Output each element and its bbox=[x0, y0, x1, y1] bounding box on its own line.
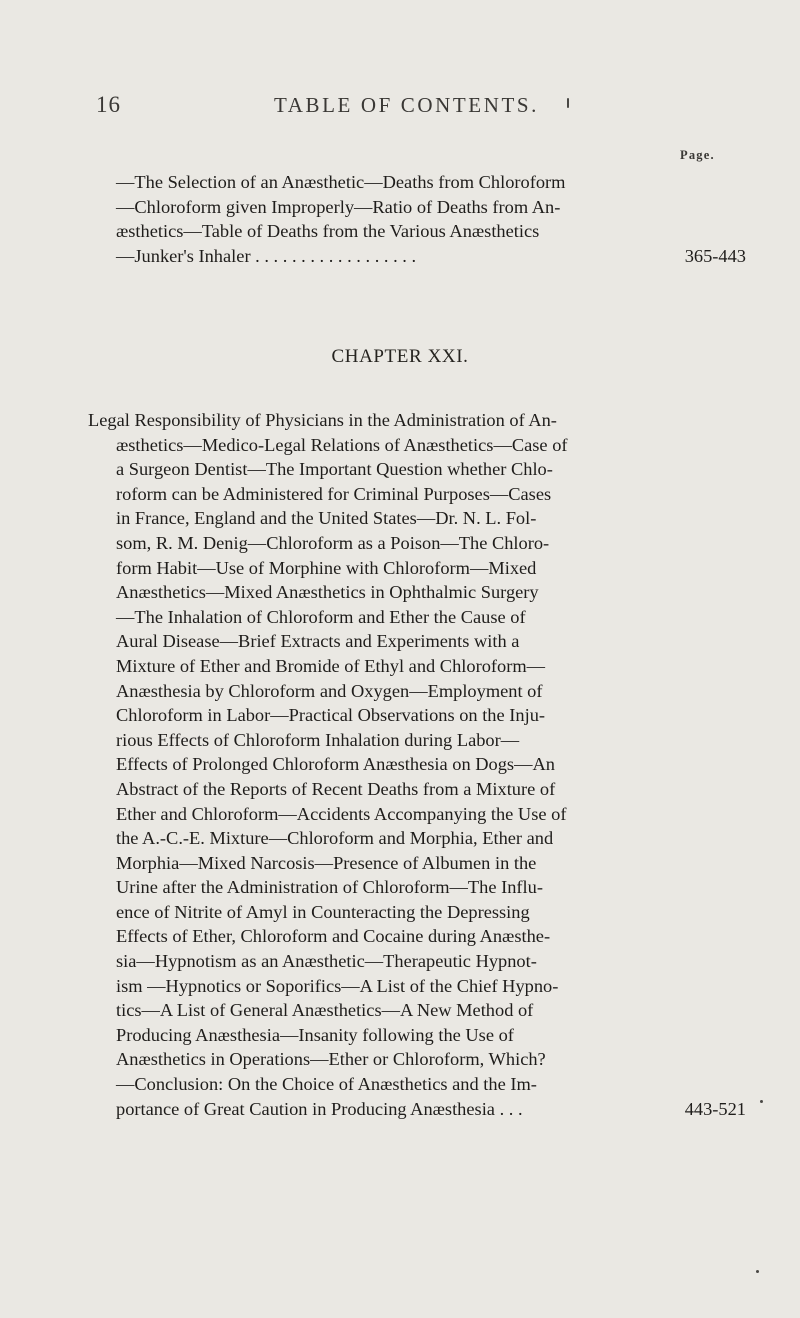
toc-line-text: portance of Great Caution in Producing Anæsthesia . . . bbox=[116, 1098, 523, 1119]
page-column-label: Page. bbox=[680, 148, 715, 162]
toc-entry-chapter-xx-continued bbox=[116, 170, 746, 268]
toc-line: Morphia—Mixed Narcosis—Presence of Albumen in the bbox=[116, 852, 537, 873]
toc-line: æsthetics—Table of Deaths from the Various Anæsthetics bbox=[116, 221, 540, 242]
print-speck bbox=[567, 98, 569, 108]
toc-line: —The Inhalation of Chloroform and Ether the Cause of bbox=[116, 606, 526, 627]
toc-line: sia—Hypnotism as an Anæsthetic—Therapeutic Hypnot- bbox=[116, 951, 537, 972]
toc-line: —The Selection of an Anæsthetic—Deaths from Chloroform bbox=[116, 172, 566, 192]
toc-line: in France, England and the United States—Dr. N. L. Fol- bbox=[116, 508, 537, 529]
toc-line: a Surgeon Dentist—The Important Question whether Chlo- bbox=[116, 459, 553, 480]
toc-line: Anæsthetics in Operations—Ether or Chloroform, Which? bbox=[116, 1049, 546, 1070]
page-range: 365-443 bbox=[684, 245, 746, 266]
toc-line-text: —Junker's Inhaler . . . . . . . . . . . . . . . . . . bbox=[116, 245, 417, 266]
chapter-heading: CHAPTER XXI. bbox=[331, 346, 469, 367]
toc-line: the A.-C.-E. Mixture—Chloroform and Morphia, Ether and bbox=[116, 828, 554, 849]
toc-line: Mixture of Ether and Bromide of Ethyl and Chloroform— bbox=[116, 655, 546, 676]
toc-line: tics—A List of General Anæsthetics—A New Method of bbox=[116, 1000, 534, 1021]
page-range: 443-521 bbox=[684, 1098, 746, 1119]
toc-line: —Conclusion: On the Choice of Anæsthetics and the Im- bbox=[116, 1074, 537, 1095]
toc-line: Producing Anæsthesia—Insanity following the Use of bbox=[116, 1024, 514, 1045]
toc-line: —Chloroform given Improperly—Ratio of Deaths from An- bbox=[116, 196, 561, 217]
toc-entry-chapter-xxi bbox=[88, 408, 746, 1121]
toc-line: Urine after the Administration of Chloroform—The Influ- bbox=[116, 877, 543, 898]
toc-line: Anæsthesia by Chloroform and Oxygen—Employment of bbox=[116, 680, 543, 701]
toc-line-first: Legal Responsibility of Physicians in the Administration of An- bbox=[88, 410, 557, 430]
print-speck bbox=[760, 1100, 763, 1103]
toc-line: rious Effects of Chloroform Inhalation during Labor— bbox=[116, 729, 520, 750]
page-number: 16 bbox=[96, 92, 121, 117]
toc-line-last bbox=[116, 244, 746, 269]
toc-line: som, R. M. Denig—Chloroform as a Poison—The Chloro- bbox=[116, 532, 550, 553]
print-speck bbox=[756, 1270, 759, 1273]
toc-line: Effects of Prolonged Chloroform Anæsthesia on Dogs—An bbox=[116, 754, 555, 775]
toc-line: form Habit—Use of Morphine with Chloroform—Mixed bbox=[116, 557, 537, 578]
header-title: TABLE OF CONTENTS. bbox=[274, 93, 540, 117]
toc-line: æsthetics—Medico-Legal Relations of Anæsthetics—Case of bbox=[116, 434, 568, 455]
toc-line: ence of Nitrite of Amyl in Counteracting the Depressing bbox=[116, 901, 530, 922]
toc-line: Abstract of the Reports of Recent Deaths from a Mixture of bbox=[116, 778, 556, 799]
toc-line: Anæsthetics—Mixed Anæsthetics in Ophthalmic Surgery bbox=[116, 582, 539, 603]
toc-line: ism —Hypnotics or Soporifics—A List of the Chief Hypno- bbox=[116, 975, 559, 996]
toc-line: Effects of Ether, Chloroform and Cocaine during Anæsthe- bbox=[116, 926, 551, 947]
toc-line: Aural Disease—Brief Extracts and Experiments with a bbox=[116, 631, 520, 652]
running-head bbox=[96, 92, 746, 132]
toc-line: Chloroform in Labor—Practical Observations on the Inju- bbox=[116, 705, 546, 726]
toc-line: roform can be Administered for Criminal Purposes—Cases bbox=[116, 483, 552, 504]
toc-line-last bbox=[116, 1097, 746, 1122]
toc-line: Ether and Chloroform—Accidents Accompanying the Use of bbox=[116, 803, 567, 824]
